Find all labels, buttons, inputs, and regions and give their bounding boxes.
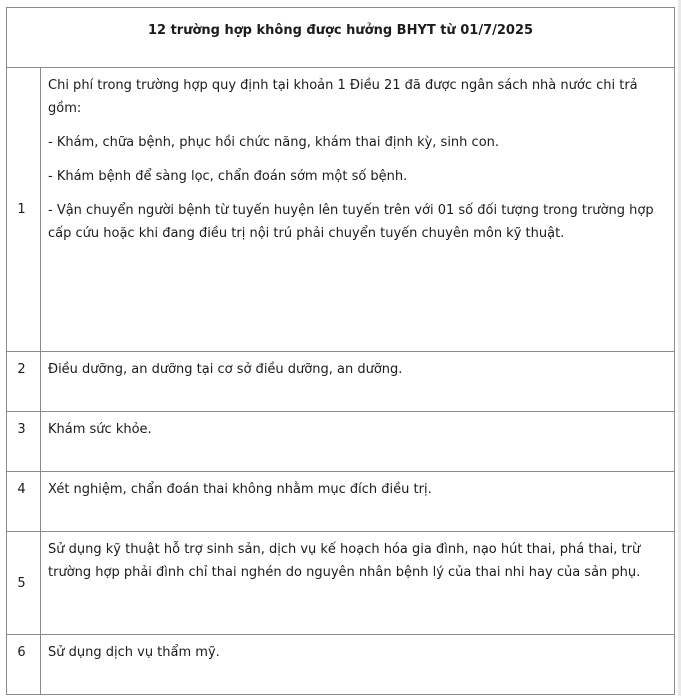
table-row (7, 472, 675, 532)
row-number: 3 (7, 412, 41, 472)
row-number: 4 (7, 472, 41, 532)
row-number: 5 (7, 532, 41, 635)
table-header-row (7, 8, 675, 68)
row-number: 2 (7, 352, 41, 412)
row-content (41, 352, 675, 412)
row-content (41, 68, 675, 352)
benefit-exclusions-table (6, 7, 675, 695)
row-paragraph: - Khám bệnh để sàng lọc, chẩn đoán sớm một số bệnh. (48, 169, 408, 184)
row-content (41, 635, 675, 695)
row-content (41, 412, 675, 472)
row-number: 6 (7, 635, 41, 695)
table-row (7, 352, 675, 412)
row-number: 1 (7, 68, 41, 352)
row-paragraph: Khám sức khỏe. (48, 422, 152, 437)
table-row (7, 635, 675, 695)
row-content (41, 472, 675, 532)
row-paragraph: Sử dụng kỹ thuật hỗ trợ sinh sản, dịch vụ kế hoạch hóa gia đình, nạo hút thai, phá thai, trừ trường hợp phải đình chỉ thai nghén do nguyên nhân bệnh lý của thai nhi hay của sản phụ. (48, 542, 641, 580)
row-content (41, 532, 675, 635)
row-paragraph: Điều dưỡng, an dưỡng tại cơ sở điều dưỡng, an dưỡng. (48, 362, 403, 377)
row-paragraph: - Khám, chữa bệnh, phục hồi chức năng, khám thai định kỳ, sinh con. (48, 135, 500, 150)
row-paragraph: Xét nghiệm, chẩn đoán thai không nhằm mục đích điều trị. (48, 482, 432, 497)
row-paragraph: Sử dụng dịch vụ thẩm mỹ. (48, 645, 220, 660)
row-paragraph: - Vận chuyển người bệnh từ tuyến huyện lên tuyến trên với 01 số đối tượng trong trường hợp cấp cứu hoặc khi đang điều trị nội trú phải chuyển tuyến chuyên môn kỹ thuật. (48, 203, 654, 241)
row-paragraph: Chi phí trong trường hợp quy định tại khoản 1 Điều 21 đã được ngân sách nhà nước chi trả gồm: (48, 78, 638, 116)
table-title: 12 trường hợp không được hưởng BHYT từ 01/7/2025 (7, 8, 675, 68)
table-row (7, 412, 675, 472)
table-row (7, 532, 675, 635)
table-row (7, 68, 675, 352)
